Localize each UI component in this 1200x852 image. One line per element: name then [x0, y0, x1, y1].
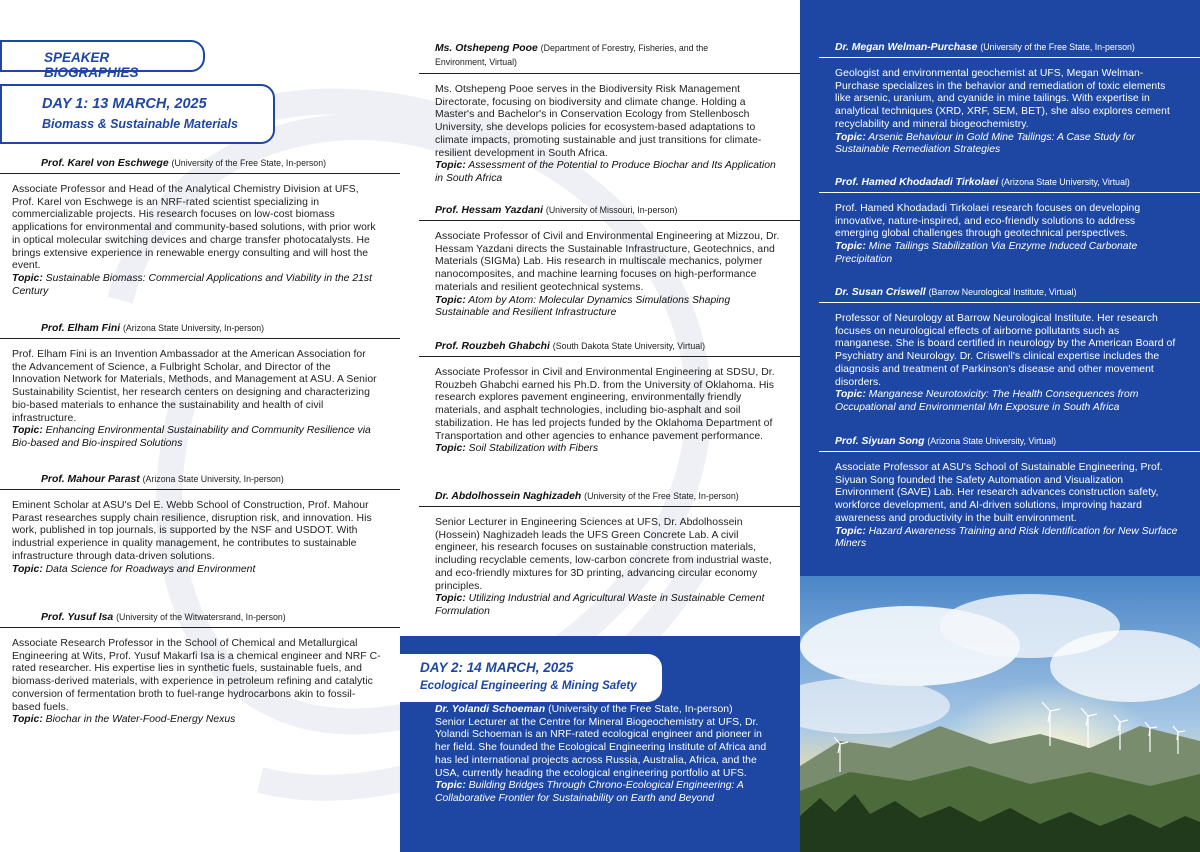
speaker-name-line [0, 323, 400, 334]
speaker-name: Dr. Megan Welman-Purchase [835, 42, 978, 53]
speaker-bio: Eminent Scholar at ASU's Del E. Webb School of Construction, Prof. Mahour Parast researches supply chain resilience, disruption risk, and innovation. His work, published in top journals, is supported by the NSF and USDOT. With industrial experience in quality management, he contributes to sustainable infrastructure through data-driven solutions. [12, 500, 372, 562]
speaker-topic: Topic: Hazard Awareness Training and Risk Identification for New Surface Miners [835, 525, 1178, 550]
speaker-topic: Topic: Biochar in the Water-Food-Energy Nexus [12, 714, 236, 726]
day1-theme: Biomass & Sustainable Materials [42, 117, 238, 131]
speaker-name: Dr. Susan Criswell [835, 287, 926, 298]
speaker-biographies-header [0, 40, 205, 80]
speaker-name: Dr. Yolandi Schoeman [435, 704, 546, 715]
speaker-name: Prof. Hessam Yazdani [435, 205, 543, 216]
speaker-affiliation: (University of Missouri, In-person) [545, 205, 678, 215]
day2-theme: Ecological Engineering & Mining Safety [420, 680, 637, 692]
day2-panel [400, 636, 800, 852]
speaker-name: Prof. Elham Fini [41, 323, 121, 334]
speaker-name: Prof. Hamed Khodadadi Tirkolaei [835, 177, 999, 188]
speaker-block [0, 474, 400, 576]
speaker-name-line [800, 436, 1200, 447]
speaker-affiliation: (Arizona State University, In-person) [122, 323, 265, 333]
landscape-photo [800, 576, 1200, 852]
speaker-topic: Topic: Assessment of the Potential to Produce Biochar and Its Application in South Africa [435, 160, 776, 184]
speaker-bio: Professor of Neurology at Barrow Neurological Institute. Her research focuses on neurological effects of airborne pollutants such as manganese. She is board certified in neurology by the American Board of Psychiatry and Neurology. Dr. Criswell's clinical expertise includes the diagnosis and treatment of Parkinson's disease and other movement disorders. [835, 313, 1176, 388]
day1-date: DAY 1: 13 MARCH, 2025 [42, 96, 207, 112]
speaker-topic: Topic: Soil Stabilization with Fibers [435, 443, 599, 455]
speaker-block [400, 491, 800, 619]
speaker-affiliation: (University of the Witwatersrand, In-person) [116, 612, 286, 622]
speaker-topic: Topic: Arsenic Behaviour in Gold Mine Tailings: A Case Study for Sustainable Remediation Strategies [835, 131, 1136, 156]
speaker-affiliation: (Arizona State University, Virtual) [927, 436, 1057, 446]
speaker-name: Dr. Abdolhossein Naghizadeh [435, 491, 582, 502]
speaker-name: Prof. Rouzbeh Ghabchi [435, 341, 550, 352]
speaker-block [800, 287, 1200, 415]
speaker-block [0, 158, 400, 298]
speaker-bio: Geologist and environmental geochemist at UFS, Megan Welman-Purchase specializes in the behavior and remediation of toxic elements like arsenic, uranium, and cyanide in mine tailings. With expertise in analytical techniques (XRD, XRF, SEM, BET), she also explores cement recyclability and mineral biogeochemistry. [835, 68, 1170, 130]
speaker-bio: Dr. Yolandi Schoeman (University of the Free State, In-person) Senior Lecturer at the Centre for Mineral Biogeochemistry at UFS, Dr. Yolandi Schoeman is an NRF-rated ecological engineer and pioneer in her field. She founded the Ecological Engineering Institute of Africa and has led international projects across Russia, Australia, Africa, and the USA, currently heading the ecological engineering portfolio at UFS. [435, 704, 767, 779]
speaker-block [400, 341, 800, 456]
section-title: SPEAKER BIOGRAPHIES [44, 50, 139, 80]
speaker-name-line [0, 158, 400, 169]
speaker-affiliation: (Department of Forestry, Fisheries, and the Environment, Virtual) [435, 43, 709, 67]
speaker-topic: Topic: Atom by Atom: Molecular Dynamics Simulations Shaping Sustainable and Resilient Infrastructure [435, 294, 731, 319]
speaker-block [800, 42, 1200, 157]
speaker-block [0, 612, 400, 727]
speaker-name-line [800, 177, 1200, 188]
speaker-affiliation: (University of the Free State, In-person) [548, 704, 733, 715]
speaker-bio: Associate Professor at ASU's School of Sustainable Engineering, Prof. Siyuan Song founded the Safety Automation and Visualization Environment (SAVE) Lab. Her research advances construction safety, workforce development, and AI-driven solutions, improving hazard awareness and productivity in the built environment. [835, 462, 1163, 524]
speaker-name-line [400, 341, 800, 352]
speaker-affiliation: (South Dakota State University, Virtual) [552, 341, 705, 351]
speaker-topic: Topic: Building Bridges Through Chrono-Ecological Engineering: A Collaborative Frontier for Sustainability on Earth and Beyond [435, 780, 744, 804]
speaker-topic: Topic: Enhancing Environmental Sustainability and Community Resilience via Bio-based and Bio-inspired Solutions [12, 425, 371, 449]
speaker-topic: Topic: Data Science for Roadways and Environment [12, 563, 256, 575]
speaker-name: Prof. Yusuf Isa [41, 612, 114, 623]
speaker-name-line [800, 287, 1200, 298]
speaker-block [800, 177, 1200, 267]
speaker-name-line [800, 42, 1200, 53]
day2-header [400, 654, 662, 702]
speaker-affiliation: (Arizona State University, In-person) [142, 474, 284, 484]
speaker-affiliation: (University of the Free State, In-person) [980, 42, 1135, 52]
speaker-name-line [0, 612, 400, 623]
speaker-name-line [400, 205, 800, 216]
speaker-topic: Topic: Utilizing Industrial and Agricultural Waste in Sustainable Cement Formulation [435, 593, 765, 617]
speaker-bio: Associate Professor and Head of the Analytical Chemistry Division at UFS, Prof. Karel von Eschwege is an NRF-rated scientist specializing in commercializable projects. His research focuses on low-cost biomass applications for environmental and community-based solutions, with prior work in optical molecular switching devices and charge transfer photocatalysts. He brings extensive experience in renewable energy consulting and will host the event. [12, 184, 376, 272]
speaker-bio: Associate Research Professor in the School of Chemical and Metallurgical Engineering at Wits, Prof. Yusuf Makarfi Isa is a chemical engineer and NRF C-rated researcher. His expertise lies in synthetic fuels, sustainable fuels, and biomass-derived materials, with experience in petroleum refining and catalytic conversion of fermentation broth to fuel-range hydrocarbons akin to fossil-based fuels. [12, 638, 381, 713]
speaker-name: Ms. Otshepeng Pooe [435, 43, 538, 54]
speaker-bio: Prof. Elham Fini is an Invention Ambassador at the American Association for the Advancement of Science, a Fulbright Scholar, and Director of the Innovation Network for Materials, Methods, and Management at ASU. A Senior Sustainability Scientist, her research centers on designing and characterizing bio-based materials to enhance the sustainability and health of civil infrastructure. [12, 349, 377, 424]
speaker-block [400, 704, 800, 806]
speaker-name: Prof. Karel von Eschwege [41, 158, 169, 169]
speaker-topic: Topic: Manganese Neurotoxicity: The Health Consequences from Occupational and Environmental Mn Exposure in South Africa [835, 389, 1139, 413]
speaker-block [0, 323, 400, 451]
speaker-name: Prof. Mahour Parast [41, 474, 140, 485]
speaker-topic: Topic: Mine Tailings Stabilization Via Enzyme Induced Carbonate Precipitation [835, 241, 1138, 265]
speaker-block [400, 205, 800, 320]
speaker-name-line [400, 42, 800, 69]
speaker-topic: Topic: Sustainable Biomass: Commercial Applications and Viability in the 21st Century [12, 272, 372, 297]
speaker-name-line [0, 474, 400, 485]
speaker-bio: Senior Lecturer in Engineering Sciences at UFS, Dr. Abdolhossein (Hossein) Naghizadeh leads the UFS Green Concrete Lab. A civil engineer, his research focuses on sustainable construction materials, including recyclable cements, low-carbon concrete from industrial waste, and eco-friendly mixtures for 3D printing, advancing circular economy principles. [435, 517, 772, 592]
speaker-block [400, 42, 800, 186]
speaker-block [800, 436, 1200, 551]
speaker-affiliation: (Arizona State University, Virtual) [1001, 177, 1130, 187]
day2-date: DAY 2: 14 MARCH, 2025 [420, 660, 574, 675]
speaker-bio: Ms. Otshepeng Pooe serves in the Biodiversity Risk Management Directorate, focusing on biodiversity and climate change. Holding a Master's and Bachelor's in Conservation Ecology from Stellenbosch University, she develops policies for ecosystem-based adaptations to climate impacts, promoting sustainable and just transitions for climate-resilient development in South Africa. [435, 84, 762, 159]
day1-header [0, 84, 275, 144]
speaker-bio: Associate Professor of Civil and Environmental Engineering at Mizzou, Dr. Hessam Yazdani directs the Sustainable Infrastructure, Geotechnics, and Materials (SIGMa) Lab. His research in multiscale mechanics, polymer nanocomposites, and machine learning focuses on high-performance materials and resilient geotechnical systems. [435, 231, 780, 293]
speaker-bio: Associate Professor in Civil and Environmental Engineering at SDSU, Dr. Rouzbeh Ghabchi earned his Ph.D. from the University of Oklahoma. His research explores pavement engineering, environmentally friendly materials, and asphalt technologies, including bio-asphalt and soil stabilization. He has led projects funded by the Oklahoma Department of Transportation and other agencies to enhance pavement performance. [435, 367, 775, 442]
speaker-affiliation: (Barrow Neurological Institute, Virtual) [928, 287, 1077, 297]
speaker-affiliation: (University of the Free State, In-person) [171, 158, 327, 168]
speaker-affiliation: (University of the Free State, In-person) [584, 491, 739, 501]
speaker-name-line [400, 491, 800, 502]
speaker-bio: Prof. Hamed Khodadadi Tirkolaei research focuses on developing innovative, nature-inspired, and eco-friendly solutions to address emerging global challenges through geotechnical perspectives. [835, 203, 1141, 240]
speaker-name: Prof. Siyuan Song [835, 436, 925, 447]
